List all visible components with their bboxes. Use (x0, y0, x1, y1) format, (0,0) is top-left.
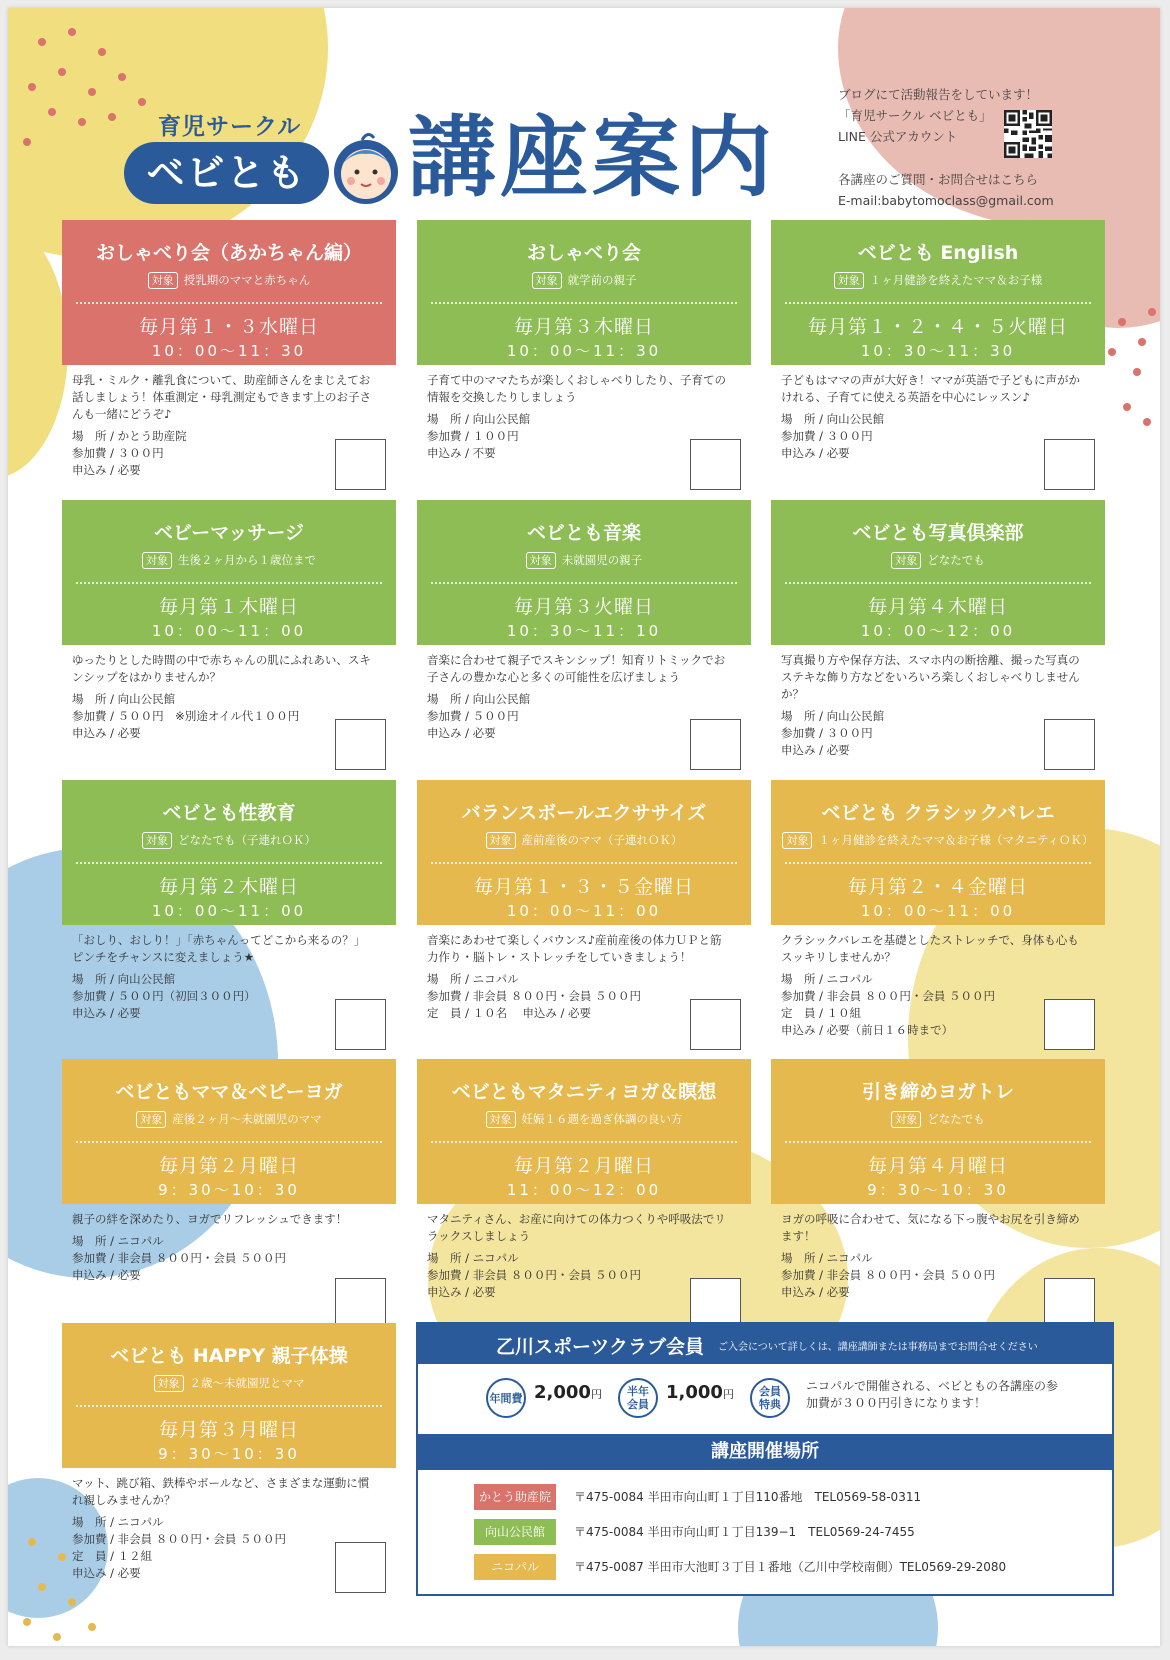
half-year-fee: 1,000円 (666, 1382, 734, 1403)
course-apply: 申込み / 必要 (781, 743, 850, 757)
course-header (771, 500, 1105, 645)
course-place: 場 所 / ニコパル (427, 972, 519, 986)
course-header (417, 780, 751, 925)
course-target: 対象 未就園児の親子 (417, 552, 751, 569)
course-place: 場 所 / ニコパル (72, 1234, 164, 1248)
course-extra: 申込み / 必要 (72, 1566, 141, 1580)
course-target: 対象 就学前の親子 (417, 272, 751, 289)
course-body (72, 932, 372, 1022)
course-title: バランスボールエクササイズ (461, 802, 707, 824)
target-tag: 対象 (891, 1111, 921, 1128)
decorative-dot (38, 38, 46, 46)
course-place: 場 所 / ニコパル (427, 1251, 519, 1265)
course-target: 対象 どなたでも (771, 552, 1105, 569)
yellow-blob-left (8, 218, 68, 478)
course-place: 場 所 / ニコパル (781, 1251, 873, 1265)
course-title: ベビとも音楽 (526, 522, 641, 544)
course-card (771, 500, 1105, 770)
decorative-dot (88, 88, 96, 96)
course-fee: 参加費 / 非会員 ８００円・会員 ５００円 (427, 1268, 641, 1282)
decorative-dot (1143, 418, 1151, 426)
target-tag: 対象 (154, 1375, 184, 1392)
course-day: 毎月第１・２・４・５火曜日 (807, 316, 1068, 338)
member-perk-text: ニコパルで開催される、ベビともの各講座の参加費が３００円引きになります！ (806, 1379, 1059, 1410)
course-body (72, 1211, 372, 1284)
contact-line-account: LINE 公式アカウント (838, 129, 958, 144)
dotted-divider (76, 302, 382, 304)
course-card (62, 780, 396, 1050)
course-place: 場 所 / かとう助産院 (72, 429, 187, 443)
course-title: ベビとも クラシックバレエ (821, 802, 1055, 824)
course-description: 音楽にあわせて楽しくバウンス♪産前産後の体力ＵＰと筋力作り・脳トレ・ストレッチをしていきましょう！ (427, 933, 722, 964)
course-title: おしゃべり会（あかちゃん編） (95, 242, 362, 264)
course-day: 毎月第４月曜日 (867, 1155, 1008, 1177)
course-body (781, 652, 1081, 759)
course-card (417, 780, 751, 1050)
dotted-divider (785, 1141, 1091, 1143)
course-target: 対象 どなたでも（子連れＯＫ） (62, 832, 396, 849)
half-year-badge: 半年会員 (618, 1378, 658, 1418)
course-title: ベビーマッサージ (153, 522, 305, 544)
course-header (62, 1059, 396, 1204)
venue-address: 〒475-0087 半田市大池町３丁目１番地（乙川中学校南側）TEL0569-29-2080 (574, 1560, 1007, 1574)
target-tag: 対象 (148, 272, 178, 289)
decorative-dot (1118, 318, 1126, 326)
course-header (417, 500, 751, 645)
course-apply: 定 員 / １０名 申込み / 必要 (427, 1006, 592, 1020)
course-target: 対象 妊娠１６週を過ぎ体調の良い方 (417, 1111, 751, 1128)
decorative-dot (1133, 368, 1141, 376)
course-time: 11：00〜12：00 (506, 1181, 662, 1199)
course-day: 毎月第３月曜日 (158, 1419, 299, 1441)
course-title: ベビともママ＆ベビーヨガ (115, 1081, 343, 1103)
venues-header: 講座開催場所 (418, 1434, 1112, 1470)
decorative-dot (68, 1598, 76, 1606)
target-tag: 対象 (486, 1111, 516, 1128)
course-time: 9：30〜10：30 (867, 1181, 1009, 1199)
course-checkbox[interactable] (335, 1542, 386, 1593)
course-target: 対象 産前産後のママ（子連れＯＫ） (417, 832, 751, 849)
course-description: クラシックバレエを基礎としたストレッチで、身体も心もスッキリしませんか？ (781, 933, 1079, 964)
course-header (62, 500, 396, 645)
course-description: 写真撮り方や保存方法、スマホ内の断捨離、撮った写真のステキな飾り方などをいろいろ楽しくおしゃべりしませんか？ (781, 653, 1080, 701)
course-checkbox[interactable] (690, 719, 741, 770)
course-time: 9：30〜10：30 (158, 1445, 300, 1463)
target-tag: 対象 (782, 832, 812, 849)
course-time: 10：00〜11：00 (860, 902, 1016, 920)
course-target: 対象 １ヶ月健診を終えたママ＆お子様 (771, 272, 1105, 289)
venue-row (474, 1519, 1094, 1545)
venue-label: かとう助産院 (474, 1484, 556, 1510)
course-fee: 参加費 / 非会員 ８００円・会員 ５００円 (781, 1268, 995, 1282)
course-fee: 参加費 / ３００円 (72, 446, 164, 460)
course-description: ゆったりとした時間の中で赤ちゃんの肌にふれあい、スキンシップをはかりませんか？ (72, 653, 371, 684)
decorative-dot (38, 1583, 46, 1591)
contact-blog: ブログにて活動報告をしています！ (838, 87, 1039, 102)
course-time: 10：00〜12：00 (860, 622, 1016, 640)
course-description: 子育て中のママたちが楽しくおしゃべりしたり、子育ての情報を交換したりしましょう (427, 373, 726, 404)
course-card (771, 220, 1105, 490)
course-apply: 申込み / 必要 (781, 1285, 850, 1299)
course-apply: 申込み / 必要 (427, 1285, 496, 1299)
contact-circle-name: 「育児サークル ベビとも」 (838, 108, 992, 123)
course-extra: 申込み / 必要（前日１６時まで） (781, 1023, 954, 1037)
target-tag: 対象 (486, 832, 516, 849)
course-fee: 参加費 / ５００円（初回３００円） (72, 989, 256, 1003)
course-target: 対象 生後２ヶ月から１歳位まで (62, 552, 396, 569)
course-card (771, 780, 1105, 1050)
course-day: 毎月第２月曜日 (513, 1155, 654, 1177)
contact-inquiry: 各講座のご質問・お問合せはこちら (838, 172, 1039, 187)
target-tag: 対象 (136, 1111, 166, 1128)
course-header (417, 220, 751, 365)
course-day: 毎月第２木曜日 (158, 876, 299, 898)
course-fee: 参加費 / ５００円 (427, 709, 519, 723)
contact-email[interactable]: E-mail:babytomoclass@gmail.com (838, 193, 1054, 208)
course-card (417, 220, 751, 490)
course-fee: 参加費 / 非会員 ８００円・会員 ５００円 (72, 1251, 286, 1265)
dotted-divider (76, 862, 382, 864)
target-tag: 対象 (891, 552, 921, 569)
course-title: ベビとも HAPPY 親子体操 (110, 1345, 348, 1367)
course-time: 10：00〜11：00 (151, 902, 307, 920)
dotted-divider (76, 582, 382, 584)
course-target: 対象 １ヶ月健診を終えたママ＆お子様（マタニティＯＫ） (771, 832, 1105, 849)
course-description: 母乳・ミルク・離乳食について、助産師さんをまじえてお話しましょう！体重測定・母乳測定もできます上のお子さんも一緒にどうぞ♪ (72, 373, 371, 421)
course-place: 場 所 / 向山公民館 (781, 412, 885, 426)
annual-fee: 2,000円 (534, 1382, 602, 1403)
course-card (417, 1059, 751, 1329)
course-day: 毎月第４木曜日 (867, 596, 1008, 618)
course-time: 9：30〜10：30 (158, 1181, 300, 1199)
course-fee: 参加費 / ３００円 (781, 726, 873, 740)
course-fee: 参加費 / １００円 (427, 429, 519, 443)
course-apply: 申込み / 必要 (72, 726, 141, 740)
club-fees (486, 1372, 1086, 1422)
course-header (417, 1059, 751, 1204)
decorative-dot (1148, 308, 1156, 316)
course-place: 場 所 / 向山公民館 (72, 692, 176, 706)
dotted-divider (785, 862, 1091, 864)
course-time: 10：00〜11：00 (151, 622, 307, 640)
course-target: 対象 どなたでも (771, 1111, 1105, 1128)
course-place: 場 所 / 向山公民館 (72, 972, 176, 986)
course-day: 毎月第２・４金曜日 (847, 876, 1028, 898)
course-header (771, 780, 1105, 925)
course-checkbox[interactable] (1044, 999, 1095, 1050)
course-card (62, 1323, 396, 1593)
venue-address: 〒475-0084 半田市向山町１丁目139−1 TEL0569-24-7455 (574, 1525, 915, 1539)
course-description: 子どもはママの声が大好き！ママが英語で子どもに声がかけれる、子育てに使える英語を中心にレッスン♪ (781, 373, 1080, 404)
course-checkbox[interactable] (335, 719, 386, 770)
decorative-dot (23, 138, 31, 146)
logo-kicker: 育児サークル (158, 114, 302, 140)
course-card (62, 1059, 396, 1329)
course-time: 10：00〜11：00 (506, 902, 662, 920)
decorative-dot (1108, 348, 1116, 356)
course-apply: 申込み / 不要 (427, 446, 496, 460)
member-perk-badge: 会員特典 (750, 1378, 790, 1418)
dotted-divider (431, 302, 737, 304)
course-place: 場 所 / 向山公民館 (781, 709, 885, 723)
decorative-dot (68, 28, 76, 36)
course-apply: 申込み / 必要 (72, 1268, 141, 1282)
venue-address: 〒475-0084 半田市向山町１丁目110番地 TEL0569-58-0311 (574, 1490, 922, 1504)
course-title: 引き締めヨガトレ (861, 1081, 1014, 1103)
course-checkbox[interactable] (690, 999, 741, 1050)
target-tag: 対象 (142, 832, 172, 849)
decorative-dot (1123, 403, 1131, 411)
course-apply: 申込み / 必要 (781, 446, 850, 460)
target-tag: 対象 (532, 272, 562, 289)
course-apply: 申込み / 必要 (72, 463, 141, 477)
course-body (427, 372, 727, 462)
course-day: 毎月第３木曜日 (513, 316, 654, 338)
dotted-divider (431, 582, 737, 584)
course-target: 対象 産後２ヶ月〜未就園児のママ (62, 1111, 396, 1128)
course-header (62, 1323, 396, 1468)
page-title: 講座案内 (408, 106, 777, 209)
baby-face-icon (326, 128, 406, 208)
course-day: 毎月第３火曜日 (513, 596, 654, 618)
course-description: ヨガの呼吸に合わせて、気になる下っ腹やお尻を引き締めます！ (781, 1212, 1080, 1243)
course-apply: 定 員 / １０組 (781, 1006, 862, 1020)
course-body (427, 1211, 727, 1301)
course-body (427, 652, 727, 742)
course-place: 場 所 / ニコパル (72, 1515, 164, 1529)
course-place: 場 所 / 向山公民館 (427, 412, 531, 426)
target-tag: 対象 (526, 552, 556, 569)
course-fee: 参加費 / ３００円 (781, 429, 873, 443)
course-description: 親子の絆を深めたり、ヨガでリフレッシュできます！ (72, 1212, 348, 1226)
decorative-dot (23, 1618, 31, 1626)
course-header (771, 1059, 1105, 1204)
decorative-dot (88, 1623, 96, 1631)
course-body (781, 932, 1081, 1039)
dotted-divider (76, 1405, 382, 1407)
course-card (62, 220, 396, 490)
course-fee: 参加費 / 非会員 ８００円・会員 ５００円 (427, 989, 641, 1003)
sports-club-box (416, 1322, 1114, 1596)
course-checkbox[interactable] (1044, 719, 1095, 770)
course-header (62, 220, 396, 365)
decorative-dot (53, 1633, 61, 1641)
decorative-dot (28, 1538, 36, 1546)
course-day: 毎月第１・３水曜日 (138, 316, 319, 338)
annual-fee-badge: 年間費 (486, 1378, 526, 1418)
decorative-dot (78, 118, 86, 126)
course-checkbox[interactable] (335, 1278, 386, 1329)
course-day: 毎月第１・３・５金曜日 (473, 876, 694, 898)
venue-row (474, 1554, 1094, 1580)
course-fee: 参加費 / 非会員 ８００円・会員 ５００円 (781, 989, 995, 1003)
course-target: 対象 ２歳〜未就園児とママ (62, 1375, 396, 1392)
course-card (417, 500, 751, 770)
course-description: 音楽に合わせて親子でスキンシップ！知育リトミックでお子さんの豊かな心と多くの可能性を広げましょう (427, 653, 726, 684)
target-tag: 対象 (142, 552, 172, 569)
course-body (72, 1475, 372, 1582)
dotted-divider (785, 582, 1091, 584)
course-place: 場 所 / ニコパル (781, 972, 873, 986)
decorative-dot (98, 48, 106, 56)
dotted-divider (431, 1141, 737, 1143)
course-body (427, 932, 727, 1022)
club-header (418, 1324, 1112, 1364)
venue-row (474, 1484, 1094, 1510)
venue-label: ニコパル (474, 1554, 556, 1580)
decorative-dot (108, 113, 116, 121)
course-time: 10：30〜11：30 (860, 342, 1016, 360)
course-body (72, 652, 372, 742)
course-checkbox[interactable] (335, 999, 386, 1050)
decorative-dot (58, 68, 66, 76)
qr-code[interactable] (1004, 110, 1052, 158)
course-title: ベビともマタニティヨガ＆瞑想 (451, 1081, 717, 1103)
course-description: マタニティさん、お産に向けての体力つくりや呼吸法でリラックスしましょう (427, 1212, 726, 1243)
logo-wordmark: ベビとも (124, 142, 329, 204)
course-description: 「おしり、おしり！」「赤ちゃんってどこから来るの？」ピンチをチャンスに変えましょう★ (72, 933, 366, 964)
dotted-divider (431, 862, 737, 864)
venue-label: 向山公民館 (474, 1519, 556, 1545)
course-description: マット、跳び箱、鉄棒やボールなど、さまざまな運動に慣れ親しみませんか？ (72, 1476, 370, 1507)
course-apply: 申込み / 必要 (72, 1006, 141, 1020)
course-fee: 参加費 / 非会員 ８００円・会員 ５００円 (72, 1532, 286, 1546)
course-fee: 参加費 / ５００円 ※別途オイル代１００円 (72, 709, 300, 723)
course-target: 対象 授乳期のママと赤ちゃん (62, 272, 396, 289)
course-header (62, 780, 396, 925)
course-apply: 申込み / 必要 (427, 726, 496, 740)
course-body (72, 372, 372, 479)
course-card (62, 500, 396, 770)
flyer-page (8, 8, 1160, 1646)
course-time: 10：00〜11：30 (151, 342, 307, 360)
target-tag: 対象 (834, 272, 864, 289)
course-body (781, 372, 1081, 462)
course-checkbox[interactable] (335, 439, 386, 490)
club-title: 乙川スポーツクラブ会員 (496, 1336, 705, 1358)
dotted-divider (785, 302, 1091, 304)
course-card (771, 1059, 1105, 1329)
course-place: 場 所 / 向山公民館 (427, 692, 531, 706)
decorative-dot (1138, 338, 1146, 346)
circle-logo (116, 98, 416, 218)
decorative-dot (28, 83, 36, 91)
course-body (781, 1211, 1081, 1301)
course-title: おしゃべり会 (526, 242, 641, 264)
course-day: 毎月第１木曜日 (158, 596, 299, 618)
course-header (771, 220, 1105, 365)
club-note: ご入会について詳しくは、講座講師または事務局までお問合せください (718, 1342, 1038, 1353)
course-day: 毎月第２月曜日 (158, 1155, 299, 1177)
course-checkbox[interactable] (1044, 439, 1095, 490)
decorative-dot (48, 108, 56, 116)
course-title: ベビとも写真倶楽部 (852, 522, 1024, 544)
course-title: ベビとも性教育 (162, 802, 296, 824)
course-title: ベビとも English (857, 242, 1019, 264)
course-checkbox[interactable] (690, 439, 741, 490)
course-time: 10：00〜11：30 (506, 342, 662, 360)
course-time: 10：30〜11：10 (506, 622, 662, 640)
course-apply: 定 員 / １２組 (72, 1549, 153, 1563)
dotted-divider (76, 1141, 382, 1143)
decorative-dot (118, 73, 126, 81)
